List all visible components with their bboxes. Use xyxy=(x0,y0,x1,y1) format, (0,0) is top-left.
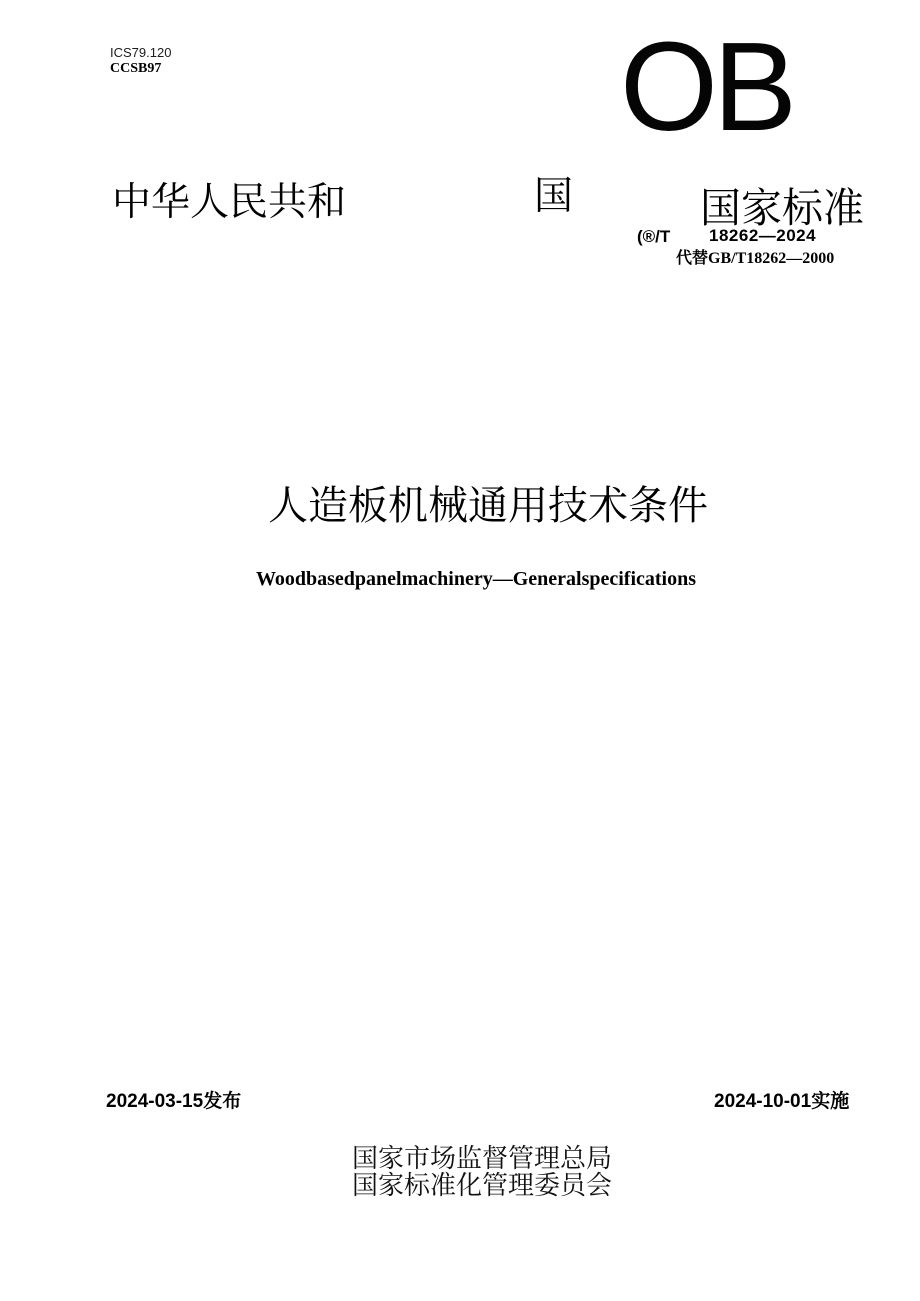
document-title-english: Woodbasedpanelmachinery—Generalspecifications xyxy=(256,568,696,590)
issue-date: 2024-03-15发布 xyxy=(106,1091,242,1112)
gb-logo-text: OB xyxy=(620,16,793,157)
superseded-standard-note: 代替GB/T18262—2000 xyxy=(676,250,835,267)
document-title-chinese: 人造板机械通用技术条件 xyxy=(268,484,708,528)
country-name-part1: 中华人民共和 xyxy=(112,181,347,224)
issuing-authority-line1: 国家市场监督管理总局 xyxy=(351,1144,613,1173)
issuing-authority-line2: 国家标准化管理委员会 xyxy=(351,1171,613,1200)
ics-code: ICS79.120 xyxy=(110,45,172,60)
country-name-part2: 国 xyxy=(534,175,574,218)
standard-number: 18262—2024 xyxy=(709,226,817,245)
ccs-code: CCSB97 xyxy=(110,61,162,76)
standard-number-prefix: (®/T xyxy=(637,227,671,246)
standard-type-label: 国家标准 xyxy=(700,185,864,231)
effective-date: 2024-10-01实施 xyxy=(714,1091,850,1112)
